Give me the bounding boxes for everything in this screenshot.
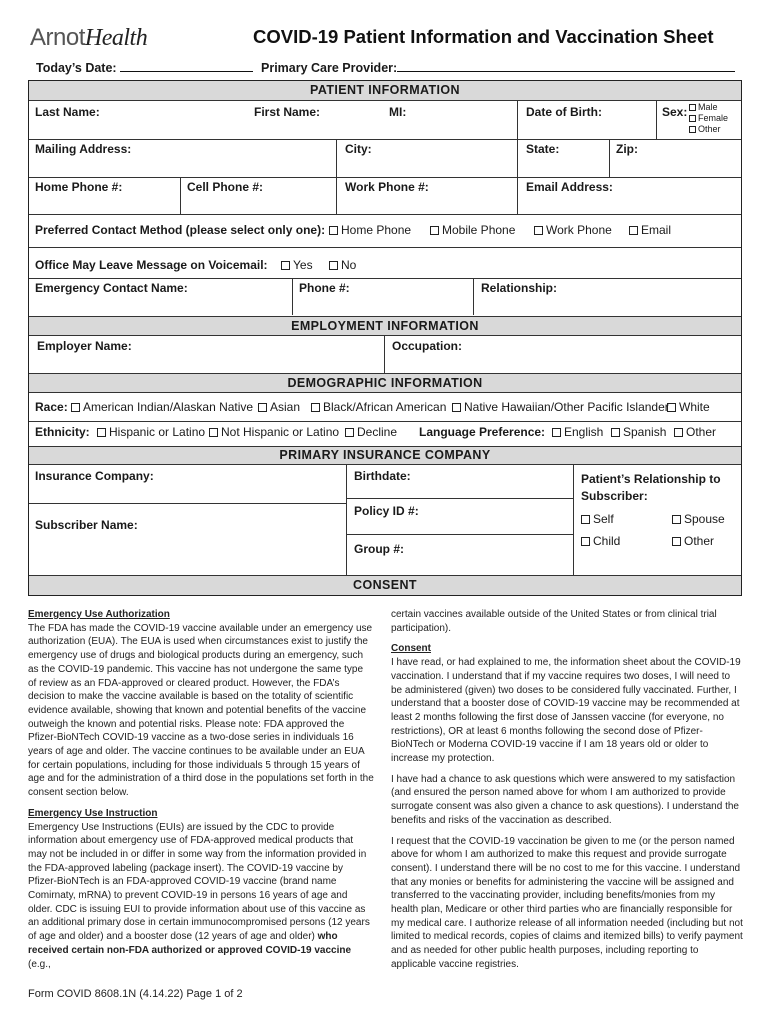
- pref-mobile-phone[interactable]: Mobile Phone: [430, 223, 515, 237]
- race-white[interactable]: White: [667, 400, 710, 414]
- arnot-health-logo: ArnotHealth: [30, 24, 148, 51]
- consent-right-column: [391, 608, 743, 979]
- lang-other[interactable]: Other: [674, 425, 716, 439]
- preferred-contact-label: Preferred Contact Method (please select only one):: [35, 223, 326, 237]
- section-consent: CONSENT: [29, 575, 741, 595]
- sex-label: Sex:: [662, 105, 688, 119]
- relationship-other[interactable]: Other: [672, 534, 714, 548]
- ethnicity-decline[interactable]: Decline: [345, 425, 397, 439]
- race-label: Race:: [35, 400, 68, 414]
- eui-continuation: certain vaccines available outside of the United States or from clinical trial participation).: [391, 609, 717, 634]
- emergency-phone-label: Phone #:: [299, 281, 350, 295]
- eua-paragraph: The FDA has made the COVID-19 vaccine available under an emergency use authorization (EUA). The EUA is used when circumstances exist to justify the emergency use of drugs and biological products during an emergency, such as the COVID-19 pandemic. This vaccine has not undergone the same type of review as an FDA-approved or cleared product. However, the FDA’s decision to make the vaccine available is based on the totality of scientific evidence available, showing that known and potential benefits of the vaccine outweigh the known and potential risks. Please note: FDA approved the Pfizer-BioNTech COVID-19 vaccine as a two-dose series in individuals 16 years of age and older. The vaccine continues to be available under an EUA for certain populations, including for those individuals 5 through 15 years of age and for the administration of a third dose in the populations set forth in the consent section below.: [28, 622, 374, 799]
- sex-options: [689, 102, 728, 135]
- race-american-indian[interactable]: American Indian/Alaskan Native: [71, 400, 253, 414]
- home-phone-label: Home Phone #:: [35, 180, 123, 194]
- form-footer: Form COVID 8608.1N (4.14.22) Page 1 of 2: [28, 988, 243, 1000]
- voicemail-no[interactable]: No: [329, 258, 356, 272]
- lang-spanish[interactable]: Spanish: [611, 425, 666, 439]
- consent-heading: Consent: [391, 643, 431, 655]
- pref-work-phone[interactable]: Work Phone: [534, 223, 612, 237]
- relationship-spouse[interactable]: Spouse: [672, 512, 725, 526]
- race-native-hawaiian[interactable]: Native Hawaiian/Other Pacific Islander: [452, 400, 669, 414]
- voicemail-yes[interactable]: Yes: [281, 258, 313, 272]
- consent-paragraph-1: I have read, or had explained to me, the information sheet about the COVID-19 vaccination. I understand that if my vaccine requires two doses, I will need to be administered (given) two doses to be considered fully vaccinated. Further, I understand that a booster dose of COVID-19 vaccine may be recommended at least 2 months following the first dose of Janssen vaccine (for everyone, no restrictions), OR at least 6 months following the second dose of Pfizer-BioNTech or Moderna COVID-19 vaccine if I am 18 years old or older to increase my protection.: [391, 657, 741, 765]
- city-label: City:: [345, 142, 372, 156]
- language-pref-label: Language Preference:: [419, 425, 546, 439]
- policy-id-label: Policy ID #:: [354, 504, 419, 518]
- emergency-contact-label: Emergency Contact Name:: [35, 281, 188, 295]
- section-demographic: DEMOGRAPHIC INFORMATION: [29, 373, 741, 393]
- pref-home-phone[interactable]: Home Phone: [329, 223, 411, 237]
- zip-label: Zip:: [616, 142, 638, 156]
- employer-name-label: Employer Name:: [37, 339, 132, 353]
- group-label: Group #:: [354, 542, 404, 556]
- sex-female-option[interactable]: Female: [689, 113, 728, 124]
- state-label: State:: [526, 142, 560, 156]
- ethnicity-label: Ethnicity:: [35, 425, 90, 439]
- section-patient-info: PATIENT INFORMATION: [29, 81, 741, 101]
- insurance-company-label: Insurance Company:: [35, 469, 154, 483]
- relationship-self[interactable]: Self: [581, 512, 614, 526]
- sex-male-option[interactable]: Male: [689, 102, 728, 113]
- eui-paragraph: Emergency Use Instructions (EUIs) are issued by the CDC to provide information about emergency use of FDA-approved medical products that may not be included in or differ in some way from the information provided in the FDA-approved labeling (package insert). The COVID-19 vaccine by Pfizer-BioNTech is an FDA-approved COVID-19 vaccine (brand name Comirnaty, mRNA) to prevent COVID-19 in persons 16 years of age and older. CDC is issuing EUI to provide information about use of this vaccine as an additional primary dose in certain immunocompromised persons (12 years of age and older) and a booster dose (12 years of age and older) who received certain non-FDA authorized or approved COVID-19 vaccine (e.g.,: [28, 821, 370, 970]
- relationship-child[interactable]: Child: [581, 534, 620, 548]
- section-insurance: PRIMARY INSURANCE COMPANY: [29, 446, 741, 465]
- consent-paragraph-3: I request that the COVID-19 vaccination be given to me (or the person named above for whom I am authorized to make this request and provide surrogate consent). I understand there will be no cost to me for this vaccine. I understand that any monies or benefits for administering the vaccine will be assigned and transferred to the vaccinating provider, including benefits/monies from my health plan, Medicare or other third parties who are financially responsible for my medical care. I authorize release of all information needed (including but not limited to medical records, copies of claims and itemized bills) to verify payment and as needed for other public health purposes, including reporting to applicable vaccine registries.: [391, 835, 743, 970]
- race-asian[interactable]: Asian: [258, 400, 300, 414]
- pcp-field[interactable]: Primary Care Provider:: [261, 60, 735, 75]
- last-name-label: Last Name:: [35, 105, 100, 119]
- pref-email[interactable]: Email: [629, 223, 671, 237]
- eua-heading: Emergency Use Authorization: [28, 609, 170, 620]
- voicemail-label: Office May Leave Message on Voicemail:: [35, 258, 268, 272]
- mi-label: MI:: [389, 105, 407, 119]
- work-phone-label: Work Phone #:: [345, 180, 429, 194]
- eui-heading: Emergency Use Instruction: [28, 807, 158, 819]
- relationship-label: Relationship:: [481, 281, 558, 295]
- email-label: Email Address:: [526, 180, 613, 194]
- todays-date-field[interactable]: Today’s Date:: [36, 60, 253, 75]
- ethnicity-hispanic[interactable]: Hispanic or Latino: [97, 425, 205, 439]
- consent-left-column: [28, 608, 374, 978]
- sex-other-option[interactable]: Other: [689, 124, 728, 135]
- patient-form: [28, 80, 742, 596]
- lang-english[interactable]: English: [552, 425, 603, 439]
- form-title: COVID-19 Patient Information and Vaccination Sheet: [253, 26, 714, 47]
- occupation-label: Occupation:: [392, 339, 463, 353]
- birthdate-label: Birthdate:: [354, 469, 411, 483]
- patient-relationship-label: Patient’s Relationship to Subscriber:: [581, 472, 721, 503]
- pcp-line[interactable]: [397, 60, 735, 72]
- section-employment: EMPLOYMENT INFORMATION: [29, 316, 741, 336]
- race-black[interactable]: Black/African American: [311, 400, 446, 414]
- mailing-address-label: Mailing Address:: [35, 142, 132, 156]
- consent-paragraph-2: I have had a chance to ask questions which were answered to my satisfaction (and ensured the person named above for whom I am authorized to provide surrogate consent was also given a chance to ask questions). I understand the benefits and risks of the vaccination as described.: [391, 773, 739, 826]
- todays-date-line[interactable]: [120, 60, 253, 72]
- subscriber-name-label: Subscriber Name:: [35, 518, 138, 532]
- first-name-label: First Name:: [254, 105, 321, 119]
- ethnicity-not-hispanic[interactable]: Not Hispanic or Latino: [209, 425, 339, 439]
- cell-phone-label: Cell Phone #:: [187, 180, 264, 194]
- dob-label: Date of Birth:: [526, 105, 602, 119]
